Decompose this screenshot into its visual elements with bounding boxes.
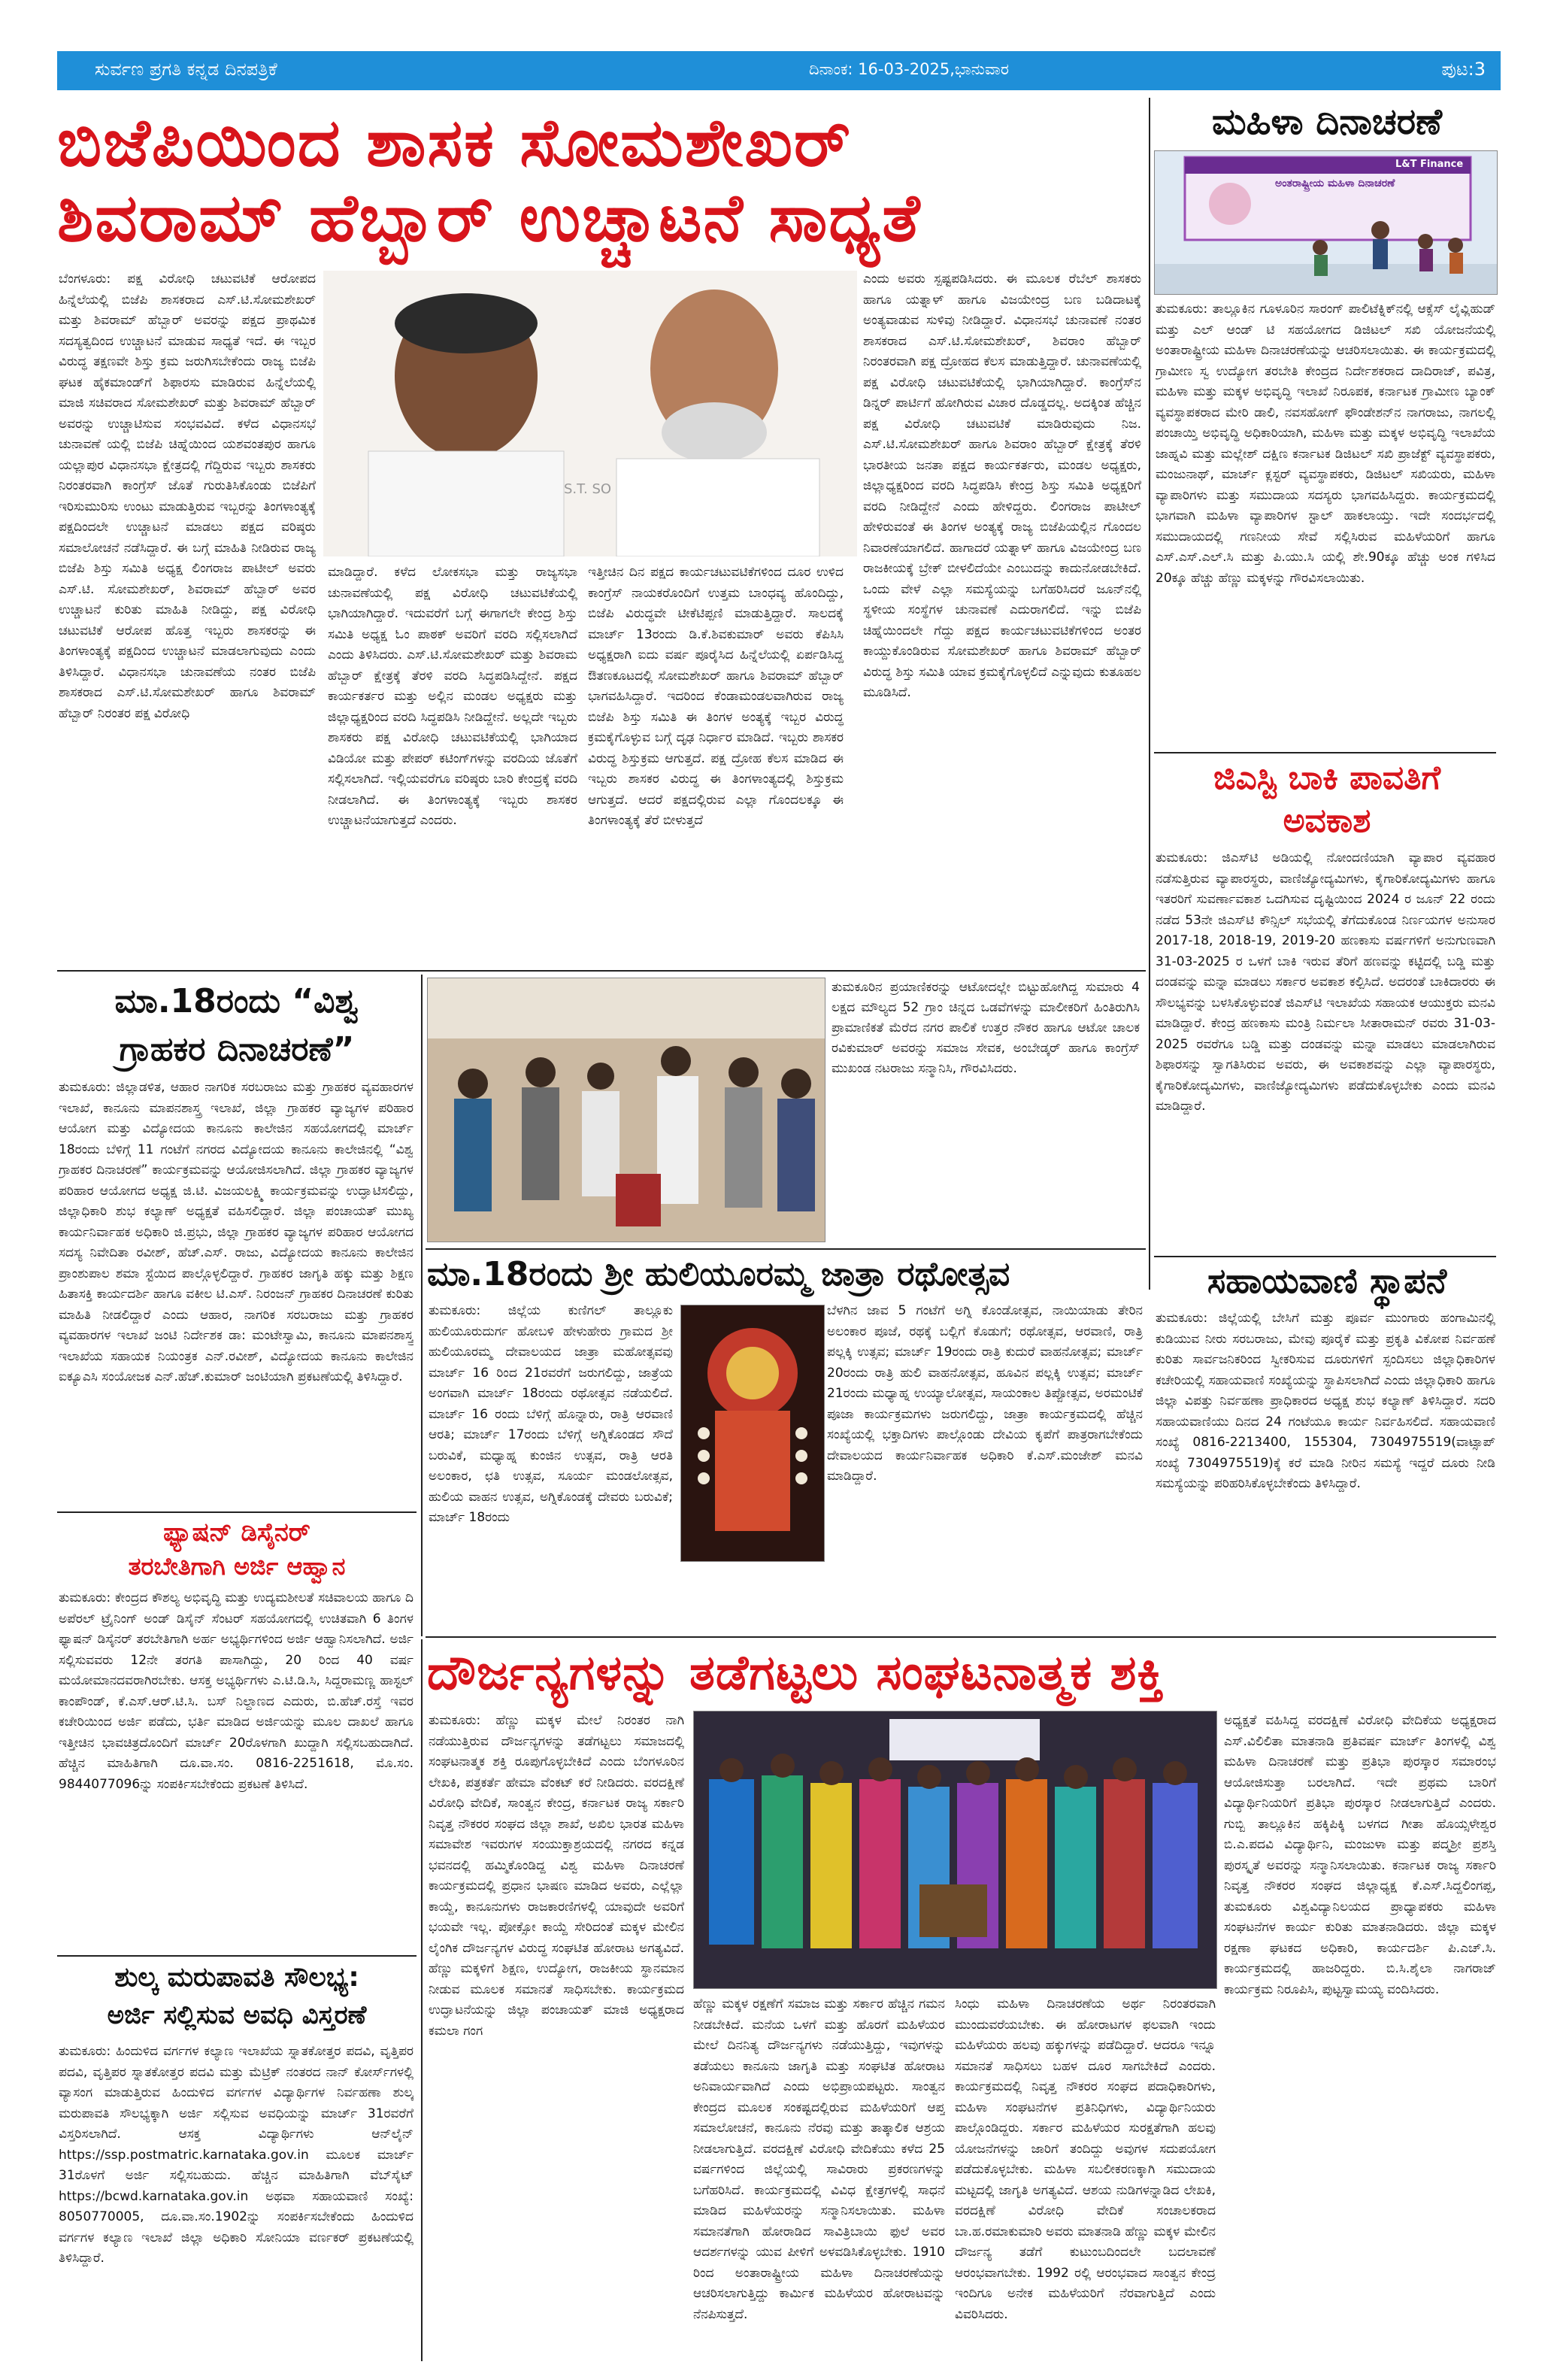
- helpdesk-body: ತುಮಕೂರು: ಜಿಲ್ಲೆಯಲ್ಲಿ ಬೇಸಿಗೆ ಮತ್ತು ಪೂರ್ವ ಮುಂಗಾರು ಹಂಗಾಮಿನಲ್ಲಿ ಕುಡಿಯುವ ನೀರು ಸರಬರಾಜು, ಮೇವು ಪೂರೈಕೆ ಮತ್ತು ಪ್ರಕೃತಿ ವಿಕೋಪ ನಿರ್ವಹಣೆ ಕುರಿತು ಸಾರ್ವಜನಿಕರಿಂದ ಸ್ವೀಕರಿಸುವ ದೂರುಗಳಿಗೆ ಸ್ಪಂದಿಸಲು ಜಿಲ್ಲಾಧಿಕಾರಿಗಳ ಕಚೇರಿಯಲ್ಲಿ ಸಹಾಯವಾಣಿ ಸಂಖ್ಯೆಯನ್ನು ಸ್ಥಾಪಿಸಲಾಗಿದೆ ಎಂದು ಜಿಲ್ಲಾಧಿಕಾರಿ ಹಾಗೂ ಜಿಲ್ಲಾ ವಿಪತ್ತು ನಿರ್ವಹಣಾ ಪ್ರಾಧಿಕಾರದ ಅಧ್ಯಕ್ಷ ಶುಭ ಕಲ್ಯಾಣ್ ತಿಳಿಸಿದ್ದಾರೆ. ಸದರಿ ಸಹಾಯವಾಣಿಯು ದಿನದ 24 ಗಂಟೆಯೂ ಕಾರ್ಯ ನಿರ್ವಹಿಸಲಿದೆ. ಸಹಾಯವಾಣಿ ಸಂಖ್ಯೆ 0816-2213400, 155304, 7304975519(ವಾಟ್ಸಾಪ್ ಸಂಖ್ಯೆ 7304975519)ಕ್ಕೆ ಕರೆ ಮಾಡಿ ನೀರಿನ ಸಮಸ್ಯೆ ಇದ್ದರೆ ದೂರು ನೀಡಿ ಸಮಸ್ಯೆಯನ್ನು ಪರಿಹರಿಸಿಕೊಳ್ಳಬೇಕೆಂದು ತಿಳಿಸಿದ್ದಾರೆ.: [1156, 1311, 1495, 1491]
- fashion-title-1: ಫ್ಯಾಷನ್ ಡಿಸೈನರ್: [163, 1517, 310, 1548]
- jatre-col-1: ತುಮಕೂರು: ಜಿಲ್ಲೆಯ ಕುಣಿಗಲ್ ತಾಲ್ಲೂಕು ಹುಲಿಯೂರುದುರ್ಗ ಹೋಬಳಿ ಹೇಳುಹೇರು ಗ್ರಾಮದ ಶ್ರೀ ಹುಲಿಯೂರಮ್ಮ ದೇವಾಲಯದ ಜಾತ್ರಾ ಮಹೋತ್ಸವವು ಮಾರ್ಚ್ 16 ರಿಂದ 21ರವರೆಗೆ ಜರುಗಲಿದ್ದು, ಜಾತ್ರೆಯ ಅಂಗವಾಗಿ ಮಾರ್ಚ್ 18ರಂದು ರಥೋತ್ಸವ ನಡೆಯಲಿದೆ. ಮಾರ್ಚ್ 16 ರಂದು ಬೆಳಿಗ್ಗೆ ಹೊನ್ನಾರು, ರಾತ್ರಿ ಆರವಾಣಿ ಆರತಿ; ಮಾರ್ಚ್ 17ರಂದು ಬೆಳಿಗ್ಗೆ ಅಗ್ನಿಕೊಂಡದ ಸೌದೆ ಬರುವಿಕೆ, ಮಧ್ಯಾಹ್ನ ಕುಂಜಿನ ಉತ್ಸವ, ರಾತ್ರಿ ಆರತಿ ಅಲಂಕಾರ, ಛತಿ ಉತ್ಸವ, ಸೂರ್ಯ ಮಂಡಲೋತ್ಸವ, ಹುಲಿಯ ವಾಹನ ಉತ್ಸವ, ಅಗ್ನಿಕೊಂಡಕ್ಕೆ ದೇವರು ಬರುವಿಕೆ; ಮಾರ್ಚ್ 18ರಂದು: [429, 1303, 673, 1525]
- gst-title-1: ಜಿಎಸ್ಟಿ ಬಾಕಿ ಪಾವತಿಗೆ: [1213, 759, 1441, 797]
- consumer-title-1: ಮಾ.18ರಂದು “ವಿಶ್ವ: [114, 982, 359, 1020]
- jatre-col-2: ಬೆಳಗಿನ ಜಾವ 5 ಗಂಟೆಗೆ ಅಗ್ನಿ ಕೊಂಡೋತ್ಸವ, ನಾಯಿಯಾಡು ತೇರಿನ ಅಲಂಕಾರ ಪೂಜೆ, ರಥಕ್ಕೆ ಬಲ್ಲಿಗೆ ಕೊಡುಗೆ; ರಥೋತ್ಸವ, ಆರವಾಣಿ, ರಾತ್ರಿ ಪಲ್ಲಕ್ಕಿ ಉತ್ಸವ; ಮಾರ್ಚ್ 19ರಂದು ರಾತ್ರಿ ಕುದುರೆ ವಾಹನೋತ್ಸವ; ಮಾರ್ಚ್ 20ರಂದು ರಾತ್ರಿ ಹುಲಿ ವಾಹನೋತ್ಸವ, ಹೂವಿನ ಪಲ್ಲಕ್ಕಿ ಉತ್ಸವ; ಮಾರ್ಚ್ 21ರಂದು ಮಧ್ಯಾಹ್ನ ಉಯ್ಯಾಲೋತ್ಸವ, ಸಾಯಂಕಾಲ ತಿಪ್ಪೋತ್ಸವ, ಅರಮಂಟಿಕೆ ಪೂಜಾ ಕಾರ್ಯಕ್ರಮಗಳು ಜರುಗಲಿದ್ದು, ಜಾತ್ರಾ ಕಾರ್ಯಕ್ರಮದಲ್ಲಿ ಹೆಚ್ಚಿನ ಸಂಖ್ಯೆಯಲ್ಲಿ ಭಕ್ತಾದಿಗಳು ಪಾಲ್ಗೊಂಡು ದೇವಿಯ ಕೃಪೆಗೆ ಪಾತ್ರರಾಗಬೇಕೆಂದು ದೇವಾಲಯದ ಕಾರ್ಯನಿರ್ವಾಹಕ ಅಧಿಕಾರಿ ಕೆ.ಎಸ್.ಮಂಜೇಶ್ ಮನವಿ ಮಾಡಿದ್ದಾರೆ.: [827, 1303, 1143, 1484]
- strength-col-4: ಅಧ್ಯಕ್ಷತೆ ವಹಿಸಿದ್ದ ವರದಕ್ಷಿಣೆ ವಿರೋಧಿ ವೇದಿಕೆಯ ಅಧ್ಯಕ್ಷರಾದ ಎಸ್.ವಿಲಿಲಿತಾ ಮಾತನಾಡಿ ಪ್ರತಿವರ್ಷ ಮಾರ್ಚ್ ತಿಂಗಳಲ್ಲಿ ವಿಶ್ವ ಮಹಿಳಾ ದಿನಾಚರಣೆ ಮತ್ತು ಪ್ರತಿಭಾ ಪುರಸ್ಕಾರ ಸಮಾರಂಭ ಆಯೋಜಿಸುತ್ತಾ ಬರಲಾಗಿದೆ. ಇದೇ ಪ್ರಥಮ ಬಾರಿಗೆ ವಿದ್ಯಾರ್ಥಿನಿಯರಿಗೆ ಪ್ರತಿಭಾ ಪುರಸ್ಕಾರ ನೀಡಲಾಗುತ್ತಿದೆ ಎಂದರು. ಗುಬ್ಬಿ ತಾಲ್ಲೂಕಿನ ಹಕ್ಕಿಪಿಕ್ಕಿ ಬಳಗದ ಗೀತಾ ಹೊಯ್ಸಳೇಶ್ವರ ಬಿ.ಎ.ಪದವಿ ವಿದ್ಯಾರ್ಥಿನಿ, ಮಂಜುಳಾ ಮತ್ತು ಪದ್ಮಶ್ರೀ ಪ್ರಶಸ್ತಿ ಪುರಸ್ಕೃತೆ ಅವರನ್ನು ಸನ್ಮಾನಿಸಲಾಯಿತು. ಕರ್ನಾಟಕ ರಾಜ್ಯ ಸರ್ಕಾರಿ ನಿವೃತ್ತ ನೌಕರರ ಸಂಘದ ಜಿಲ್ಲಾಧ್ಯಕ್ಷ ಕೆ.ಎಸ್.ಸಿದ್ದಲಿಂಗಪ್ಪ, ತುಮಕೂರು ವಿಶ್ವವಿದ್ಯಾನಿಲಯದ ಪ್ರಾಧ್ಯಾಪಕರು ಮಹಿಳಾ ಸಂಘಟನೆಗಳ ಕಾರ್ಯ ಕುರಿತು ಮಾತನಾಡಿದರು. ಜಿಲ್ಲಾ ಮಕ್ಕಳ ರಕ್ಷಣಾ ಘಟಕದ ಅಧಿಕಾರಿ, ಕಾರ್ಯದರ್ಶಿ ಪಿ.ಎಚ್.ಸಿ. ಕಾರ್ಯಕ್ರಮದಲ್ಲಿ ಹಾಜರಿದ್ದರು. ಬಿ.ಸಿ.ಶೈಲಾ ನಾಗರಾಜ್ ಕಾರ್ಯಕ್ರಮ ನಿರೂಪಿಸಿ, ಪುಟ್ಟಸ್ವಾಮಯ್ಯ ವಂದಿಸಿದರು.: [1224, 1713, 1496, 1997]
- lead-col-4: ಎಂದು ಅವರು ಸ್ಪಷ್ಟಪಡಿಸಿದರು. ಈ ಮೂಲಕ ರೆಬೆಲ್ ಶಾಸಕರು ಹಾಗೂ ಯತ್ನಾಳ್ ಹಾಗೂ ವಿಜಯೇಂದ್ರ ಬಣ ಬಡಿದಾಟಕ್ಕೆ ಅಂತ್ಯವಾಡುವ ಸುಳಿವು ನೀಡಿದ್ದಾರೆ. ವಿಧಾನಸಭೆ ಚುನಾವಣೆ ನಂತರ ಶಾಸಕರಾದ ಎಸ್.ಟಿ.ಸೋಮಶೇಖರ್, ಶಿವರಾಂ ಹೆಬ್ಬಾರ್ ನಿರಂತರವಾಗಿ ಪಕ್ಷ ದ್ರೋಹದ ಕೆಲಸ ಮಾಡುತ್ತಿದ್ದಾರೆ. ಚುನಾವಣೆಯಲ್ಲಿ ಪಕ್ಷ ವಿರೋಧಿ ಚಟುವಟಿಕೆಯಲ್ಲಿ ಭಾಗಿಯಾಗಿದ್ದಾರೆ. ಕಾಂಗ್ರೆಸ್‌ನ ಡಿನ್ನರ್ ಪಾರ್ಟಿಗೆ ಹೋಗಿರುವ ವಿಚಾರ ದೊಡ್ಡದಲ್ಲ. ಅದಕ್ಕಿಂತ ಹೆಚ್ಚಿನ ಪಕ್ಷ ವಿರೋಧಿ ಚಟುವಟಿಕೆ ಮಾಡಿರುವುದು ನಿಜ. ಎಸ್.ಟಿ.ಸೋಮಶೇಖರ್ ಹಾಗೂ ಶಿವರಾಂ ಹೆಬ್ಬಾರ್ ಕ್ಷೇತ್ರಕ್ಕೆ ತೆರಳಿ ಭಾರತೀಯ ಜನತಾ ಪಕ್ಷದ ಕಾರ್ಯಕರ್ತರು, ಮಂಡಲ ಅಧ್ಯಕ್ಷರು, ಜಿಲ್ಲಾಧ್ಯಕ್ಷರಿಂದ ವರದಿ ಸಿದ್ಧಪಡಿಸಿ ಕೇಂದ್ರ ಶಿಸ್ತು ಸಮಿತಿ ಅಧ್ಯಕ್ಷರಿಗೆ ವರದಿ ನೀಡಿದ್ದೇನೆ ಎಂದು ಹೇಳಿದ್ದರು. ಲಿಂಗರಾಜ ಪಾಟೀಲ್ ಹೇಳಿರುವಂತೆ ಈ ತಿಂಗಳ ಅಂತ್ಯಕ್ಕೆ ರಾಜ್ಯ ಬಿಜೆಪಿಯಲ್ಲಿನ ಗೊಂದಲ ನಿವಾರಣೆಯಾಗಲಿದೆ. ಹಾಗಾದರೆ ಯತ್ನಾಳ್ ಹಾಗೂ ವಿಜಯೇಂದ್ರ ಬಣ ರಾಜಕೀಯಕ್ಕೆ ಬ್ರೇಕ್ ಬೀಳಲಿದೆಯೇ ಎಂಬುದನ್ನು ಕಾದುನೋಡಬೇಕಿದೆ. ಒಂದು ವೇಳೆ ಎಲ್ಲಾ ಸಮಸ್ಯೆಯನ್ನು ಬಗೆಹರಿಸಿದರೆ ಜೂನ್‌ನಲ್ಲಿ ಸ್ಥಳೀಯ ಸಂಸ್ಥೆಗಳ ಚುನಾವಣೆ ಎದುರಾಗಲಿದೆ. ಇನ್ನು ಬಿಜೆಪಿ ಚಿಹ್ನೆಯಿಂದಲೇ ಗೆದ್ದು ಪಕ್ಷದ ಕಾರ್ಯಚಟುವಟಿಕೆಗಳಿಂದ ಅಂತರ ಕಾಯ್ದುಕೊಂಡಿರುವ ಸೋಮಶೇಖರ್ ಹಾಗೂ ಶಿವರಾಮ್ ಹೆಬ್ಬಾರ್ ವಿರುದ್ಧ ಶಿಸ್ತು ಸಮಿತಿ ಯಾವ ಕ್ರಮಕೈಗೊಳ್ಳಲಿದೆ ಎನ್ನುವುದು ಕುತೂಹಲ ಮೂಡಿಸಿದೆ.: [863, 271, 1141, 700]
- fashion-body: ತುಮಕೂರು: ಕೇಂದ್ರದ ಕೌಶಲ್ಯ ಅಭಿವೃದ್ಧಿ ಮತ್ತು ಉದ್ಯಮಶೀಲತೆ ಸಚಿವಾಲಯ ಹಾಗೂ ದಿ ಅಪೆರಲ್ ಟ್ರೈನಿಂಗ್ ಅಂಡ್ ಡಿಸೈನ್ ಸೆಂಟರ್ ಸಹಯೋಗದಲ್ಲಿ ಉಚಿತವಾಗಿ 6 ತಿಂಗಳ ಫ್ಯಾಷನ್ ಡಿಸೈನರ್ ತರಬೇತಿಗಾಗಿ ಅರ್ಹ ಅಭ್ಯರ್ಥಿಗಳಿಂದ ಅರ್ಜಿ ಆಹ್ವಾನಿಸಲಾಗಿದೆ. ಅರ್ಜಿ ಸಲ್ಲಿಸುವವರು 12ನೇ ತರಗತಿ ಪಾಸಾಗಿದ್ದು, 20 ರಿಂದ 40 ವರ್ಷ ಮಯೋಮಾನದವರಾಗಿರಬೇಕು. ಆಸಕ್ತ ಅಭ್ಯರ್ಥಿಗಳು ಎ.ಟಿ.ಡಿ.ಸಿ, ಸಿದ್ದರಾಮಣ್ಣ ಹಾಸ್ಟಲ್ ಕಾಂಪೌಂಡ್, ಕೆ.ಎಸ್.ಆರ್.ಟಿ.ಸಿ. ಬಸ್ ನಿಲ್ದಾಣದ ಎದುರು, ಬಿ.ಹೆಚ್.ರಸ್ತೆ ಇವರ ಕಚೇರಿಯಿಂದ ಅರ್ಜಿ ಪಡೆದು, ಭರ್ತಿ ಮಾಡಿದ ಅರ್ಜಿಯನ್ನು ಮೂಲ ದಾಖಲೆ ಹಾಗೂ ಇತ್ತೀಚಿನ ಭಾವಚಿತ್ರದೊಂದಿಗೆ ಮಾರ್ಚ್ 20ರೊಳಗಾಗಿ ಖುದ್ದಾಗಿ ಸಲ್ಲಿಸಬಹುದಾಗಿದೆ. ಹೆಚ್ಚಿನ ಮಾಹಿತಿಗಾಗಿ ದೂ.ವಾ.ಸಂ. 0816-2251618, ಮೊ.ಸಂ. 9844077096ನ್ನು ಸಂಪರ್ಕಿಸಬೇಕೆಂದು ಪ್ರಕಟಣೆ ತಿಳಿಸಿದೆ.: [59, 1590, 413, 1792]
- lead-col-3: ಇತ್ತೀಚಿನ ದಿನ ಪಕ್ಷದ ಕಾರ್ಯಚಟುವಟಿಕೆಗಳಿಂದ ದೂರ ಉಳಿದ ಕಾಂಗ್ರೆಸ್ ನಾಯಕರೊಂದಿಗೆ ಉತ್ತಮ ಬಾಂಧವ್ಯ ಹೊಂದಿದ್ದು, ಬಿಜೆಪಿ ವಿರುದ್ಧವೇ ಟೀಕೆಟಿಪ್ಪಣಿ ಮಾಡುತ್ತಿದ್ದಾರೆ. ಸಾಲದಕ್ಕೆ ಮಾರ್ಚ್ 13ರಂದು ಡಿ.ಕೆ.ಶಿವಕುಮಾರ್ ಅವರು ಕೆಪಿಸಿಸಿ ಅಧ್ಯಕ್ಷರಾಗಿ ಐದು ವರ್ಷ ಪೂರೈಸಿದ ಹಿನ್ನೆಲೆಯಲ್ಲಿ ಏರ್ಪಡಿಸಿದ್ದ ಔತಣಕೂಟದಲ್ಲಿ ಸೋಮಶೇಖರ್ ಹಾಗೂ ಶಿವರಾಮ್ ಹೆಬ್ಬಾರ್ ಭಾಗವಹಿಸಿದ್ದಾರೆ. ಇದರಿಂದ ಕೆಂಡಾಮಂಡಲವಾಗಿರುವ ರಾಜ್ಯ ಬಿಜೆಪಿ ಶಿಸ್ತು ಸಮಿತಿ ಈ ತಿಂಗಳ ಅಂತ್ಯಕ್ಕೆ ಇಬ್ಬರ ವಿರುದ್ಧ ಕ್ರಮಕೈಗೊಳ್ಳುವ ಬಗ್ಗೆ ದೃಢ ನಿರ್ಧಾರ ಮಾಡಿದೆ. ಇಬ್ಬರು ಶಾಸಕರ ವಿರುದ್ಧ ಶಿಸ್ತುಕ್ರಮ ಆಗುತ್ತದೆ. ಪಕ್ಷ ದ್ರೋಹ ಕೆಲಸ ಮಾಡಿದ ಈ ಇಬ್ಬರು ಶಾಸಕರ ವಿರುದ್ಧ ಈ ತಿಂಗಳಾಂತ್ಯದಲ್ಲಿ ಶಿಸ್ತುಕ್ರಮ ಆಗುತ್ತದೆ. ಆದರೆ ಪಕ್ಷದಲ್ಲಿರುವ ಎಲ್ಲಾ ಗೊಂದಲಕ್ಕೂ ಈ ತಿಂಗಳಾಂತ್ಯಕ್ಕೆ ತೆರೆ ಬೀಳುತ್ತದೆ: [588, 565, 844, 828]
- strength-group-photo: [693, 1711, 1217, 1989]
- gst-body: ತುಮಕೂರು: ಜಿಎಸ್‌ಟಿ ಅಡಿಯಲ್ಲಿ ನೋಂದಣಿಯಾಗಿ ವ್ಯಾಪಾರ ವ್ಯವಹಾರ ನಡೆಸುತ್ತಿರುವ ವ್ಯಾಪಾರಸ್ಥರು, ವಾಣಿಜ್ಯೋದ್ಯಮಿಗಳು, ಕೈಗಾರಿಕೋದ್ಯಮಿಗಳು ಹಾಗೂ ಇತರರಿಗೆ ಸುವರ್ಣಾವಕಾಶ ಒದಗಿಸುವ ದೃಷ್ಟಿಯಿಂದ 2024 ರ ಜೂನ್ 22 ರಂದು ನಡೆದ 53ನೇ ಜಿಎಸ್‌ಟಿ ಕೌನ್ಸಿಲ್ ಸಭೆಯಲ್ಲಿ ತೆಗೆದುಕೊಂಡ ನಿರ್ಣಯಗಳ ಅನುಸಾರ 2017-18, 2018-19, 2019-20 ಹಣಕಾಸು ವರ್ಷಗಳಿಗೆ ಅನುಗುಣವಾಗಿ 31-03-2025 ರ ಒಳಗೆ ಬಾಕಿ ಇರುವ ತೆರಿಗೆ ಹಣವನ್ನು ಕಟ್ಟಿದಲ್ಲಿ ಬಡ್ಡಿ ಮತ್ತು ದಂಡವನ್ನು ಮನ್ನಾ ಮಾಡಲು ಸರ್ಕಾರ ಅವಕಾಶ ಕಲ್ಪಿಸಿದೆ. ಅದರಂತೆ ಬಾಕಿದಾರರು ಈ ಸೌಲಭ್ಯವನ್ನು ಬಳಸಿಕೊಳ್ಳುವಂತೆ ಜಿಎಸ್‌ಟಿ ಇಲಾಖೆಯ ಸಹಾಯಕ ಆಯುಕ್ತರು ಮನವಿ ಮಾಡಿದ್ದಾರೆ. ಕೇಂದ್ರ ಹಣಕಾಸು ಮಂತ್ರಿ ನಿರ್ಮಲಾ ಸೀತಾರಾಮನ್ ರವರು 31-03-2025 ರವರೆಗೂ ಬಡ್ಡಿ ಮತ್ತು ದಂಡವನ್ನು ಮನ್ನಾ ಮಾಡಲು ಮಾಡಲಾಗಿರುವ ಶಿಫಾರಸನ್ನು ಸ್ವಾಗತಿಸಿರುವ ಅವರು, ಈ ಅವಕಾಶವನ್ನು ಎಲ್ಲಾ ವ್ಯಾಪಾರಸ್ಥರು, ಕೈಗಾರಿಕೋದ್ಯಮಿಗಳು, ವಾಣಿಜ್ಯೋದ್ಯಮಿಗಳು ಪಡೆದುಕೊಳ್ಳಬೇಕು ಎಂದು ಮನವಿ ಮಾಡಿದ್ದಾರೆ.: [1156, 850, 1495, 1114]
- women-day-banner-brand: L&T Finance: [1395, 159, 1464, 170]
- lead-col-2: ಮಾಡಿದ್ದಾರೆ. ಕಳೆದ ಲೋಕಸಭಾ ಮತ್ತು ರಾಜ್ಯಸಭಾ ಚುನಾವಣೆಯಲ್ಲಿ ಪಕ್ಷ ವಿರೋಧಿ ಚಟುವಟಿಕೆಯಲ್ಲಿ ಭಾಗಿಯಾಗಿದ್ದಾರೆ. ಇದುವರೆಗೆ ಬಗ್ಗೆ ಈಗಾಗಲೇ ಕೇಂದ್ರ ಶಿಸ್ತು ಸಮಿತಿ ಅಧ್ಯಕ್ಷ ಓಂ ಪಾಠಕ್ ಅವರಿಗೆ ವರದಿ ಸಲ್ಲಿಸಲಾಗಿದೆ ಎಂದು ತಿಳಿಸಿದರು. ಎಸ್.ಟಿ.ಸೋಮಶೇಖರ್ ಮತ್ತು ಶಿವರಾಮ ಹೆಬ್ಬಾರ್ ಕ್ಷೇತ್ರಕ್ಕೆ ತೆರಳಿ ವರದಿ ಸಿದ್ಧಪಡಿಸಿದ್ದೇನೆ. ಪಕ್ಷದ ಕಾರ್ಯಕರ್ತರ ಮತ್ತು ಅಲ್ಲಿನ ಮಂಡಲ ಅಧ್ಯಕ್ಷರು ಮತ್ತು ಜಿಲ್ಲಾಧ್ಯಕ್ಷರಿಂದ ವರದಿ ಸಿದ್ಧಪಡಿಸಿ ನೀಡಿದ್ದೇನೆ. ಅಲ್ಲದೇ ಇಬ್ಬರು ಶಾಸಕರು ಪಕ್ಷ ವಿರೋಧಿ ಚಟುವಟಿಕೆಯಲ್ಲಿ ಭಾಗಿಯಾದ ವಿಡಿಯೋ ಮತ್ತು ಪೇಪರ್ ಕಟಿಂಗ್‌ಗಳನ್ನು ವರದಿಯ ಜೊತೆಗೆ ಸಲ್ಲಿಸಲಾಗಿದೆ. ಇಲ್ಲಿಯವರೆಗೂ ವರಿಷ್ಠರು ಬಾರಿ ಕೇಂದ್ರಕ್ಕೆ ವರದಿ ನೀಡಲಾಗಿದೆ. ಈ ತಿಂಗಳಾಂತ್ಯಕ್ಕೆ ಇಬ್ಬರು ಶಾಸಕರ ಉಚ್ಚಾಟನೆಯಾಗುತ್ತದೆ ಎಂದರು.: [328, 565, 577, 828]
- lead-headline-2: ಶಿವರಾಮ್ ಹೆಬ್ಬಾರ್ ಉಚ್ಚಾಟನೆ ಸಾಧ್ಯತೆ: [57, 179, 922, 256]
- fee-title-2: ಅರ್ಜಿ ಸಲ್ಲಿಸುವ ಅವಧಿ ವಿಸ್ತರಣೆ: [107, 2000, 367, 2030]
- strength-title: ದೌರ್ಜನ್ಯಗಳನ್ನು ತಡೆಗಟ್ಟಲು ಸಂಘಟನಾತ್ಮಕ ಶಕ್ತಿ: [427, 1645, 1165, 1701]
- strength-col-1: ತುಮಕೂರು: ಹೆಣ್ಣು ಮಕ್ಕಳ ಮೇಲೆ ನಿರಂತರ ನಾಗಿ ನಡೆಯುತ್ತಿರುವ ದೌರ್ಜನ್ಯಗಳನ್ನು ತಡೆಗಟ್ಟಲು ಸಮಾಜದಲ್ಲಿ ಸಂಘಟನಾತ್ಮಕ ಶಕ್ತಿ ರೂಪುಗೊಳ್ಳಬೇಕಿದೆ ಎಂದು ಬೆಂಗಳೂರಿನ ಲೇಖಕಿ, ಪತ್ರಕರ್ತೆ ಹೇಮಾ ವೆಂಕಟ್ ಕರೆ ನೀಡಿದರು. ವರದಕ್ಷಿಣೆ ವಿರೋಧಿ ವೇದಿಕೆ, ಸಾಂತ್ವನ ಕೇಂದ್ರ, ಕರ್ನಾಟಕ ರಾಜ್ಯ ಸರ್ಕಾರಿ ನಿವೃತ್ತ ನೌಕರರ ಸಂಘದ ಜಿಲ್ಲಾ ಶಾಖೆ, ಅಖಿಲ ಭಾರತ ಮಹಿಳಾ ಸಮಾವೇಶ ಇವರುಗಳ ಸಂಯುಕ್ತಾಶ್ರಯದಲ್ಲಿ ನಗರದ ಕನ್ನಡ ಭವನದಲ್ಲಿ ಹಮ್ಮಿಕೊಂಡಿದ್ದ ವಿಶ್ವ ಮಹಿಳಾ ದಿನಾಚರಣೆ ಕಾರ್ಯಕ್ರಮದಲ್ಲಿ ಪ್ರಧಾನ ಭಾಷಣ ಮಾಡಿದ ಅವರು, ಎಲ್ಲೆಲ್ಲಾ ಕಾಯ್ದೆ, ಕಾನೂನುಗಳು ರಾಜಕಾರಣಿಗಳಲ್ಲಿ ಯಾವುದೇ ಅವರಿಗೆ ಭಯವೇ ಇಲ್ಲ. ಪೋಕ್ಸೋ ಕಾಯ್ದೆ ಸೇರಿದಂತೆ ಮಕ್ಕಳ ಮೇಲಿನ ಲೈಂಗಿಕ ದೌರ್ಜನ್ಯಗಳ ವಿರುದ್ಧ ಸಂಘಟಿತ ಹೋರಾಟ ಅಗತ್ಯವಿದೆ. ಹೆಣ್ಣು ಮಕ್ಕಳಿಗೆ ಶಿಕ್ಷಣ, ಉದ್ಯೋಗ, ರಾಜಕೀಯ ಸ್ಥಾನಮಾನ ನೀಡುವ ಮೂಲಕ ಸಮಾನತೆ ಸಾಧಿಸಬೇಕು. ಕಾರ್ಯಕ್ರಮದ ಉದ್ಘಾಟನೆಯನ್ನು ಜಿಲ್ಲಾ ಪಂಚಾಯತ್ ಮಾಜಿ ಅಧ್ಯಕ್ಷರಾದ ಕಮಲಾ ಗಂಗ: [429, 1713, 684, 2039]
- women-day-banner-text: ಅಂತರಾಷ್ಟ್ರೀಯ ಮಹಿಳಾ ದಿನಾಚರಣೆ: [1275, 177, 1395, 189]
- jatre-deity-photo: [680, 1305, 825, 1562]
- fee-title-1: ಶುಲ್ಕ ಮರುಪಾವತಿ ಸೌಲಭ್ಯ:: [114, 1962, 359, 1993]
- helpdesk-title: ಸಹಾಯವಾಣಿ ಸ್ಥಾಪನೆ: [1207, 1260, 1447, 1301]
- lead-headline-1: ಬಿಜೆಪಿಯಿಂದ ಶಾಸಕ ಸೋಮಶೇಖರ್: [57, 104, 853, 181]
- felicitation-caption: ತುಮಕೂರಿನ ಪ್ರಯಾಣಿಕರನ್ನು ಆಟೋದಲ್ಲೇ ಬಿಟ್ಟುಹೋಗಿದ್ದ ಸುಮಾರು 4 ಲಕ್ಷದ ಮೌಲ್ಯದ 52 ಗ್ರಾಂ ಚಿನ್ನದ ಒಡವೆಗಳನ್ನು ಮಾಲೀಕರಿಗೆ ಹಿಂತಿರುಗಿಸಿ ಪ್ರಾಮಾಣಿಕತೆ ಮೆರೆದ ನಗರ ಪಾಲಿಕೆ ಉತ್ತರ ನೌಕರ ಹಾಗೂ ಆಟೋ ಚಾಲಕ ರವಿಕುಮಾರ್ ಅವರನ್ನು ಸಮಾಜ ಸೇವಕ, ಅಂಬೇಡ್ಕರ್ ಹಾಗೂ ಕಾಂಗ್ರೆಸ್ ಮುಖಂಡ ನಟರಾಜು ಸನ್ಮಾನಿಸಿ, ಗೌರವಿಸಿದರು.: [832, 980, 1140, 1076]
- women-day-title: ಮಹಿಳಾ ದಿನಾಚರಣೆ: [1211, 101, 1443, 143]
- strength-col-3: ಸಿಂಧು ಮಹಿಳಾ ದಿನಾಚರಣೆಯ ಅರ್ಥ ನಿರಂತರವಾಗಿ ಮುಂದುವರೆಯಬೇಕು. ಈ ಹೋರಾಟಗಳ ಫಲವಾಗಿ ಇಂದು ಮಹಿಳೆಯರು ಹಲವು ಹಕ್ಕುಗಳನ್ನು ಪಡೆದಿದ್ದಾರೆ. ಆದರೂ ಇನ್ನೂ ಸಮಾನತೆ ಸಾಧಿಸಲು ಬಹಳ ದೂರ ಸಾಗಬೇಕಿದೆ ಎಂದರು. ಕಾರ್ಯಕ್ರಮದಲ್ಲಿ ನಿವೃತ್ತ ನೌಕರರ ಸಂಘದ ಪದಾಧಿಕಾರಿಗಳು, ಮಹಿಳಾ ಸಂಘಟನೆಗಳ ಪ್ರತಿನಿಧಿಗಳು, ವಿದ್ಯಾರ್ಥಿನಿಯರು ಪಾಲ್ಗೊಂಡಿದ್ದರು. ಸರ್ಕಾರ ಮಹಿಳೆಯರ ಸುರಕ್ಷತೆಗಾಗಿ ಹಲವು ಯೋಜನೆಗಳನ್ನು ಜಾರಿಗೆ ತಂದಿದ್ದು ಅವುಗಳ ಸದುಪಯೋಗ ಪಡೆದುಕೊಳ್ಳಬೇಕು. ಮಹಿಳಾ ಸಬಲೀಕರಣಕ್ಕಾಗಿ ಸಮುದಾಯ ಮಟ್ಟದಲ್ಲಿ ಜಾಗೃತಿ ಅಗತ್ಯವಿದೆ. ಆಶಯ ನುಡಿಗಳನ್ನಾಡಿದ ಲೇಖಕಿ, ವರದಕ್ಷಿಣೆ ವಿರೋಧಿ ವೇದಿಕೆ ಸಂಚಾಲಕರಾದ ಬಾ.ಹ.ರಮಾಕುಮಾರಿ ಅವರು ಮಾತನಾಡಿ ಹೆಣ್ಣು ಮಕ್ಕಳ ಮೇಲಿನ ದೌರ್ಜನ್ಯ ತಡೆಗೆ ಕುಟುಂಬದಿಂದಲೇ ಬದಲಾವಣೆ ಆರಂಭವಾಗಬೇಕು. 1992 ರಲ್ಲಿ ಆರಂಭವಾದ ಸಾಂತ್ವನ ಕೇಂದ್ರ ಇಂದಿಗೂ ಅನೇಕ ಮಹಿಳೆಯರಿಗೆ ನೆರವಾಗುತ್ತಿದೆ ಎಂದು ವಿವರಿಸಿದರು.: [955, 1996, 1216, 2322]
- issue-date: ದಿನಾಂಕ: 16-03-2025,ಭಾನುವಾರ: [809, 60, 1009, 78]
- gst-title-2: ಅವಕಾಶ: [1283, 802, 1371, 840]
- women-day-body: ತುಮಕೂರು: ತಾಲ್ಲೂಕಿನ ಗೂಳೂರಿನ ಸಾರಂಗ್ ಪಾಲಿಟೆಕ್ನಿಕ್‌ನಲ್ಲಿ ಆಕ್ಸೆಸ್ ಲೈವ್ಲಿಹುಡ್ ಮತ್ತು ಎಲ್ ಆಂಡ್ ಟಿ ಸಹಯೋಗದ ಡಿಜಿಟಲ್ ಸಖಿ ಯೋಜನೆಯಲ್ಲಿ ಅಂತಾರಾಷ್ಟ್ರೀಯ ಮಹಿಳಾ ದಿನಾಚರಣೆಯನ್ನು ಆಚರಿಸಲಾಯಿತು. ಈ ಕಾರ್ಯಕ್ರಮದಲ್ಲಿ ಗ್ರಾಮೀಣ ಸ್ವ ಉದ್ಯೋಗ ತರಬೇತಿ ಕೇಂದ್ರದ ನಿರ್ದೇಶಕರಾದ ದಾದಿರಾಜ್, ಪವಿತ್ರ, ಮಹಿಳಾ ಮತ್ತು ಮಕ್ಕಳ ಅಭಿವೃದ್ಧಿ ಇಲಾಖೆ ನಿರೂಪಕ, ಕರ್ನಾಟಕ ಗ್ರಾಮೀಣ ಬ್ಯಾಂಕ್ ವ್ಯವಸ್ಥಾಪಕರಾದ ಮೇರಿ ಡಾಲಿ, ನವಸಹೋಗ್ ಫೌಂಡೇಶನ್‌ನ ನಾಗರಾಜು, ನಾಗಲಲ್ಲಿ ಪಂಚಾಯ್ತಿ ಅಭಿವೃದ್ಧಿ ಅಧಿಕಾರಿಯಾಗಿ, ಮಹಿಳಾ ಮತ್ತು ಮಕ್ಕಳ ಅಭಿವೃದ್ಧಿ ಇಲಾಖೆಯ ಜಾಹ್ನವಿ ಮತ್ತು ಮಲ್ಲೇಶ್ ದಕ್ಷಿಣ ಕರ್ನಾಟಕ ಡಿಜಿಟಲ್ ಸಖಿ ಪ್ರಾಜೆಕ್ಟ್ ವ್ಯವಸ್ಥಾಪಕರು, ಮಂಜುನಾಥ್, ಮಾರ್ಚ್ ಕ್ಲಸ್ಟರ್ ವ್ಯವಸ್ಥಾಪಕರು, ಡಿಜಿಟಲ್ ಸಖಿಯರು, ಮಹಿಳಾ ವ್ಯಾಪಾರಿಗಳು ಮತ್ತು ಸಮುದಾಯ ಸದಸ್ಯರು ಭಾಗವಹಿಸಿದ್ದರು. ಕಾರ್ಯಕ್ರಮದಲ್ಲಿ ಭಾಗವಾಗಿ ಮಹಿಳಾ ವ್ಯಾಪಾರಿಗಳ ಸ್ಟಾಲ್ ಹಾಕಲಾಯ್ತು. ಇದೇ ಸಂದರ್ಭದಲ್ಲಿ ಸಮುದಾಯದಲ್ಲಿ ಗಣನೀಯ ಸೇವೆ ಸಲ್ಲಿಸಿರುವ ಮಹಿಳೆಯರಿಗೆ ಹಾಗೂ ಎಸ್.ಎಸ್.ಎಲ್.ಸಿ ಮತ್ತು ಪಿ.ಯು.ಸಿ ಯಲ್ಲಿ ಶೇ.90ಕ್ಕೂ ಹೆಚ್ಚು ಅಂಕ ಗಳಿಸಿದ 20ಕ್ಕೂ ಹೆಚ್ಚು ಹೆಣ್ಣು ಮಕ್ಕಳನ್ನು ಗೌರವಿಸಲಾಯಿತು.: [1156, 302, 1495, 586]
- women-day-photo: [1154, 150, 1498, 295]
- lead-photo-credit: S.T. SO: [564, 481, 612, 497]
- paper-name: ಸುರ್ವಣ ಪ್ರಗತಿ ಕನ್ನಡ ದಿನಪತ್ರಿಕೆ: [95, 59, 277, 80]
- jatre-title: ಮಾ.18ರಂದು ಶ್ರೀ ಹುಲಿಯೂರಮ್ಮ ಜಾತ್ರಾ ರಥೋತ್ಸವ: [427, 1255, 1010, 1293]
- consumer-body: ತುಮಕೂರು: ಜಿಲ್ಲಾಡಳಿತ, ಆಹಾರ ನಾಗರಿಕ ಸರಬರಾಜು ಮತ್ತು ಗ್ರಾಹಕರ ವ್ಯವಹಾರಗಳ ಇಲಾಖೆ, ಕಾನೂನು ಮಾಪನಶಾಸ್ತ್ರ ಇಲಾಖೆ, ಜಿಲ್ಲಾ ಗ್ರಾಹಕರ ವ್ಯಾಜ್ಯಗಳ ಪರಿಹಾರ ಆಯೋಗ ಮತ್ತು ವಿದ್ಯೋದಯ ಕಾನೂನು ಕಾಲೇಜಿನ ಸಹಯೋಗದಲ್ಲಿ ಮಾರ್ಚ್ 18ರಂದು ಬೆಳಿಗ್ಗೆ 11 ಗಂಟೆಗೆ ನಗರದ ವಿದ್ಯೋದಯ ಕಾನೂನು ಕಾಲೇಜಿನಲ್ಲಿ “ವಿಶ್ವ ಗ್ರಾಹಕರ ದಿನಾಚರಣೆ” ಕಾರ್ಯಕ್ರಮವನ್ನು ಆಯೋಜಿಸಲಾಗಿದೆ. ಜಿಲ್ಲಾ ಗ್ರಾಹಕರ ವ್ಯಾಜ್ಯಗಳ ಪರಿಹಾರ ಆಯೋಗದ ಅಧ್ಯಕ್ಷ ಜಿ.ಟಿ. ವಿಜಯಲಕ್ಷ್ಮಿ ಕಾರ್ಯಕ್ರಮವನ್ನು ಉದ್ಘಾಟಿಸಲಿದ್ದು, ಜಿಲ್ಲಾಧಿಕಾರಿ ಶುಭ ಕಲ್ಯಾಣ್ ಅಧ್ಯಕ್ಷತೆ ವಹಿಸಲಿದ್ದಾರೆ. ಜಿಲ್ಲಾ ಪಂಚಾಯತ್ ಮುಖ್ಯ ಕಾರ್ಯನಿರ್ವಾಹಕ ಅಧಿಕಾರಿ ಜಿ.ಪ್ರಭು, ಜಿಲ್ಲಾ ಗ್ರಾಹಕರ ವ್ಯಾಜ್ಯಗಳ ಪರಿಹಾರ ಆಯೋಗದ ಸದಸ್ಯ ನಿವೇದಿತಾ ರವೀಶ್, ಹೆಚ್.ಎಸ್. ರಾಜು, ವಿದ್ಯೋದಯ ಕಾನೂನು ಕಾಲೇಜಿನ ಪ್ರಾಂಶುಪಾಲ ಶಮಾ ಸ್ಟೆಯಿದ ಪಾಲ್ಗೊಳ್ಳಲಿದ್ದಾರೆ. ಗ್ರಾಹಕರ ಜಾಗೃತಿ ಹಕ್ಕು ಮತ್ತು ಶಿಕ್ಷಣ ಹಿತಾಸಕ್ತಿ ಕಾರ್ಯದರ್ಶಿ ಹಾಗೂ ವಕೀಲ ಟಿ.ಎಸ್. ನಿರಂಜನ್ ಗ್ರಾಹಕರ ದಿನಾಚರಣೆ ಕುರಿತು ಮಾಹಿತಿ ನೀಡಲಿದ್ದಾರೆ ಎಂದು ಆಹಾರ, ನಾಗರಿಕ ಸರಬರಾಜು ಮತ್ತು ಗ್ರಾಹಕರ ವ್ಯವಹಾರಗಳ ಇಲಾಖೆ ಜಂಟಿ ನಿರ್ದೇಶಕ ಡಾ: ಮಂಟೇಸ್ವಾಮಿ, ಕಾನೂನು ಮಾಪನಶಾಸ್ತ್ರ ಇಲಾಖೆಯ ಸಹಾಯಕ ನಿಯಂತ್ರಕ ಎನ್.ರವೀಶ್, ವಿದ್ಯೋದಯ ಕಾನೂನು ಕಾಲೇಜಿನ ಐಕ್ಯೂಎಸಿ ಸಂಯೋಜಕ ಎನ್.ಹೆಚ್.ಕುಮಾರ್ ಜಂಟಿಯಾಗಿ ಪ್ರಕಟಣೆಯಲ್ಲಿ ತಿಳಿಸಿದ್ದಾರೆ.: [59, 1080, 413, 1384]
- masthead-bar: [57, 51, 1501, 90]
- fashion-title-2: ತರಬೇತಿಗಾಗಿ ಅರ್ಜಿ ಆಹ್ವಾನ: [128, 1552, 346, 1581]
- consumer-title-2: ಗ್ರಾಹಕರ ದಿನಾಚರಣೆ”: [119, 1030, 355, 1069]
- lead-col-1: ಬೆಂಗಳೂರು: ಪಕ್ಷ ವಿರೋಧಿ ಚಟುವಟಿಕೆ ಆರೋಪದ ಹಿನ್ನೆಲೆಯಲ್ಲಿ ಬಿಜೆಪಿ ಶಾಸಕರಾದ ಎಸ್.ಟಿ.ಸೋಮಶೇಖರ್ ಮತ್ತು ಶಿವರಾಮ್ ಹೆಬ್ಬಾರ್ ಅವರನ್ನು ಪಕ್ಷದ ಪ್ರಾಥಮಿಕ ಸದಸ್ಯತ್ವದಿಂದ ಉಚ್ಚಾಟನೆ ಮಾಡುವ ಸಾಧ್ಯತೆ ಇದೆ. ಈ ಇಬ್ಬರ ವಿರುದ್ಧ ತಕ್ಷಣವೇ ಶಿಸ್ತು ಕ್ರಮ ಜರುಗಿಸಬೇಕೆಂದು ರಾಜ್ಯ ಬಿಜೆಪಿ ಘಟಕ ಹೈಕಮಾಂಡ್‌ಗೆ ಶಿಫಾರಸು ಮಾಡಿರುವ ಹಿನ್ನೆಲೆಯಲ್ಲಿ ಮಾಜಿ ಸಚಿವರಾದ ಸೋಮಶೇಖರ್ ಮತ್ತು ಶಿವರಾಮ್ ಹೆಬ್ಬಾರ್ ಅವರನ್ನು ಉಚ್ಚಾಟಿಸುವ ಸಂಭವವಿದೆ. ಕಳೆದ ವಿಧಾನಸಭೆ ಚುನಾವಣೆ ಯಲ್ಲಿ ಬಿಜೆಪಿ ಚಿಹ್ನೆಯಿಂದ ಯಶವಂತಪುರ ಹಾಗೂ ಯಲ್ಲಾಪುರ ವಿಧಾನಸಭಾ ಕ್ಷೇತ್ರದಲ್ಲಿ ಗೆದ್ದಿರುವ ಇಬ್ಬರು ಶಾಸಕರು ನಿರಂತರವಾಗಿ ಕಾಂಗ್ರೆಸ್ ಜೊತೆ ಗುರುತಿಸಿಕೊಂಡು ಬಿಜೆಪಿಗೆ ಇರಿಸುಮುರಿಸು ಉಂಟು ಮಾಡುತ್ತಿರುವ ಇಬ್ಬರನ್ನು ತಿಂಗಳಾಂತ್ಯಕ್ಕೆ ಪಕ್ಷದಿಂದಲೇ ಉಚ್ಚಾಟನೆ ಮಾಡಲು ಪಕ್ಷದ ವರಿಷ್ಠರು ಸಮಾಲೋಚನೆ ನಡೆಸಿದ್ದಾರೆ. ಈ ಬಗ್ಗೆ ಮಾಹಿತಿ ನೀಡಿರುವ ರಾಜ್ಯ ಬಿಜೆಪಿ ಶಿಸ್ತು ಸಮಿತಿ ಅಧ್ಯಕ್ಷ ಲಿಂಗರಾಜ ಪಾಟೀಲ್ ಅವರು ಎಸ್.ಟಿ. ಸೋಮಶೇಖರ್, ಶಿವರಾಮ್ ಹೆಬ್ಬಾರ್ ಅವರ ಉಚ್ಚಾಟನೆ ಕುರಿತು ಮಾಹಿತಿ ನೀಡಿದ್ದು, ಪಕ್ಷ ವಿರೋಧಿ ಚಟುವಟಿಕೆ ಆರೋಪ ಹೊತ್ತ ಇಬ್ಬರು ಶಾಸಕರನ್ನು ಈ ತಿಂಗಳಾಂತ್ಯಕ್ಕೆ ಪಕ್ಷದಿಂದ ಉಚ್ಚಾಟನೆ ಮಾಡಲಾಗುವುದು ಎಂದು ತಿಳಿಸಿದ್ದಾರೆ. ವಿಧಾನಸಭಾ ಚುನಾವಣೆಯ ನಂತರ ಬಿಜೆಪಿ ಶಾಸಕರಾದ ಎಸ್.ಟಿ.ಸೋಮಶೇಖರ್ ಹಾಗೂ ಶಿವರಾಮ್ ಹೆಬ್ಬಾರ್ ನಿರಂತರ ಪಕ್ಷ ವಿರೋಧಿ: [59, 271, 316, 721]
- strength-col-2: ಹೆಣ್ಣು ಮಕ್ಕಳ ರಕ್ಷಣೆಗೆ ಸಮಾಜ ಮತ್ತು ಸರ್ಕಾರ ಹೆಚ್ಚಿನ ಗಮನ ನೀಡಬೇಕಿದೆ. ಮನೆಯ ಒಳಗೆ ಮತ್ತು ಹೊರಗೆ ಮಹಿಳೆಯರ ಮೇಲೆ ದಿನನಿತ್ಯ ದೌರ್ಜನ್ಯಗಳು ನಡೆಯುತ್ತಿದ್ದು, ಇವುಗಳನ್ನು ತಡೆಯಲು ಕಾನೂನು ಜಾಗೃತಿ ಮತ್ತು ಸಂಘಟಿತ ಹೋರಾಟ ಅನಿವಾರ್ಯವಾಗಿದೆ ಎಂದು ಅಭಿಪ್ರಾಯಪಟ್ಟರು. ಸಾಂತ್ವನ ಕೇಂದ್ರದ ಮೂಲಕ ಸಂಕಷ್ಟದಲ್ಲಿರುವ ಮಹಿಳೆಯರಿಗೆ ಆಪ್ತ ಸಮಾಲೋಚನೆ, ಕಾನೂನು ನೆರವು ಮತ್ತು ತಾತ್ಕಾಲಿಕ ಆಶ್ರಯ ನೀಡಲಾಗುತ್ತಿದೆ. ವರದಕ್ಷಿಣೆ ವಿರೋಧಿ ವೇದಿಕೆಯು ಕಳೆದ 25 ವರ್ಷಗಳಿಂದ ಜಿಲ್ಲೆಯಲ್ಲಿ ಸಾವಿರಾರು ಪ್ರಕರಣಗಳನ್ನು ಬಗೆಹರಿಸಿದೆ. ಕಾರ್ಯಕ್ರಮದಲ್ಲಿ ವಿವಿಧ ಕ್ಷೇತ್ರಗಳಲ್ಲಿ ಸಾಧನೆ ಮಾಡಿದ ಮಹಿಳೆಯರನ್ನು ಸನ್ಮಾನಿಸಲಾಯಿತು. ಮಹಿಳಾ ಸಮಾನತೆಗಾಗಿ ಹೋರಾಡಿದ ಸಾವಿತ್ರಿಬಾಯಿ ಫುಲೆ ಅವರ ಆದರ್ಶಗಳನ್ನು ಯುವ ಪೀಳಿಗೆ ಅಳವಡಿಸಿಕೊಳ್ಳಬೇಕು. 1910 ರಿಂದ ಅಂತಾರಾಷ್ಟ್ರೀಯ ಮಹಿಳಾ ದಿನಾಚರಣೆಯನ್ನು ಆಚರಿಸಲಾಗುತ್ತಿದ್ದು ಕಾರ್ಮಿಕ ಮಹಿಳೆಯರ ಹೋರಾಟವನ್ನು ನೆನಪಿಸುತ್ತದೆ.: [693, 1996, 945, 2322]
- lead-photo: [323, 271, 857, 556]
- page-number: ಪುಟ:3: [1441, 59, 1486, 80]
- felicitation-photo: [427, 978, 825, 1242]
- fee-body: ತುಮಕೂರು: ಹಿಂದುಳಿದ ವರ್ಗಗಳ ಕಲ್ಯಾಣ ಇಲಾಖೆಯ ಸ್ನಾತಕೋತ್ತರ ಪದವಿ, ವೃತ್ತಿಪರ ಪದವಿ, ವೃತ್ತಿಪರ ಸ್ನಾತಕೋತ್ತರ ಪದವಿ ಮತ್ತು ಮೆಟ್ರಿಕ್ ನಂತರದ ನಾನ್ ಕೋರ್ಸ್‌ಗಳಲ್ಲಿ ವ್ಯಾಸಂಗ ಮಾಡುತ್ತಿರುವ ಹಿಂದುಳಿದ ವರ್ಗಗಳ ವಿದ್ಯಾರ್ಥಿಗಳ ನಿರ್ವಹಣಾ ಶುಲ್ಕ ಮರುಪಾವತಿ ಸೌಲಭ್ಯಕ್ಕಾಗಿ ಅರ್ಜಿ ಸಲ್ಲಿಸುವ ಅವಧಿಯನ್ನು ಮಾರ್ಚ್ 31ರವರೆಗೆ ವಿಸ್ತರಿಸಲಾಗಿದೆ. ಆಸಕ್ತ ವಿದ್ಯಾರ್ಥಿಗಳು ಆನ್‌ಲೈನ್ https://ssp.postmatric.karnataka.gov.in ಮೂಲಕ ಮಾರ್ಚ್ 31ರೊಳಗೆ ಅರ್ಜಿ ಸಲ್ಲಿಸಬಹುದು. ಹೆಚ್ಚಿನ ಮಾಹಿತಿಗಾಗಿ ವೆಬ್‌ಸೈಟ್ https://bcwd.karnataka.gov.in ಅಥವಾ ಸಹಾಯವಾಣಿ ಸಂಖ್ಯೆ: 8050770005, ದೂ.ವಾ.ಸಂ.1902ನ್ನು ಸಂಪರ್ಕಿಸಬೇಕೆಂದು ಹಿಂದುಳಿದ ವರ್ಗಗಳ ಕಲ್ಯಾಣ ಇಲಾಖೆ ಜಿಲ್ಲಾ ಅಧಿಕಾರಿ ಸೋನಿಯಾ ವರ್ಣಕರ್ ಪ್ರಕಟಣೆಯಲ್ಲಿ ತಿಳಿಸಿದ್ದಾರೆ.: [59, 2044, 413, 2266]
